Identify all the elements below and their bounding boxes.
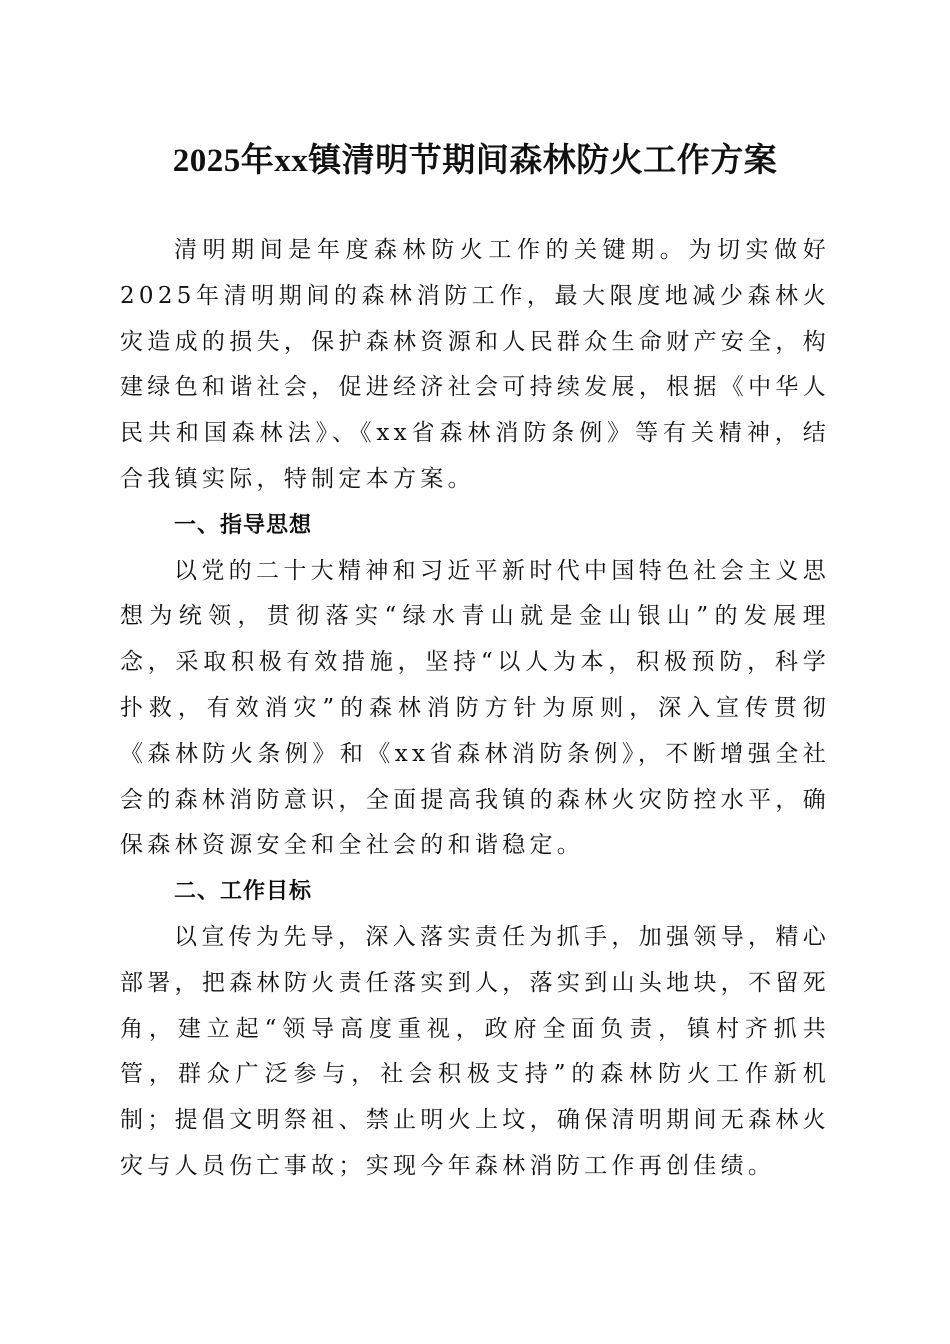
document-body [120, 228, 830, 1190]
section-paragraph-guiding-ideology: 以党的二十大精神和习近平新时代中国特色社会主义思想为统领，贯彻落实“绿水青山就是金山银山”的发展理念，采取积极有效措施，坚持“以人为本，积极预防，科学扑救，有效消灾”的森林消防方针为原则，深入宣传贯彻《森林防火条例》和《xx省森林消防条例》，不断增强全社会的森林消防意识，全面提高我镇的森林火灾防控水平，确保森林资源安全和全社会的和谐稳定。 [120, 557, 830, 859]
document-title: 2025年xx镇清明节期间森林防火工作方案 [172, 143, 778, 179]
section-paragraph-work-goals: 以宣传为先导，深入落实责任为抓手，加强领导，精心部署，把森林防火责任落实到人，落实到山头地块，不留死角，建立起“领导高度重视，政府全面负责，镇村齐抓共管，群众广泛参与，社会积极支持”的森林防火工作新机制；提倡文明祭祖、禁止明火上坟，确保清明期间无森林火灾与人员伤亡事故；实现今年森林消防工作再创佳绩。 [120, 923, 830, 1179]
section-heading-guiding-ideology: 一、指导思想 [174, 512, 313, 538]
section-heading-work-goals: 二、工作目标 [174, 879, 313, 905]
intro-paragraph: 清明期间是年度森林防火工作的关键期。为切实做好2025年清明期间的森林消防工作，最大限度地减少森林火灾造成的损失，保护森林资源和人民群众生命财产安全，构建绿色和谐社会，促进经济社会可持续发展，根据《中华人民共和国森林法》、《xx省森林消防条例》等有关精神，结合我镇实际，特制定本方案。 [120, 237, 830, 492]
